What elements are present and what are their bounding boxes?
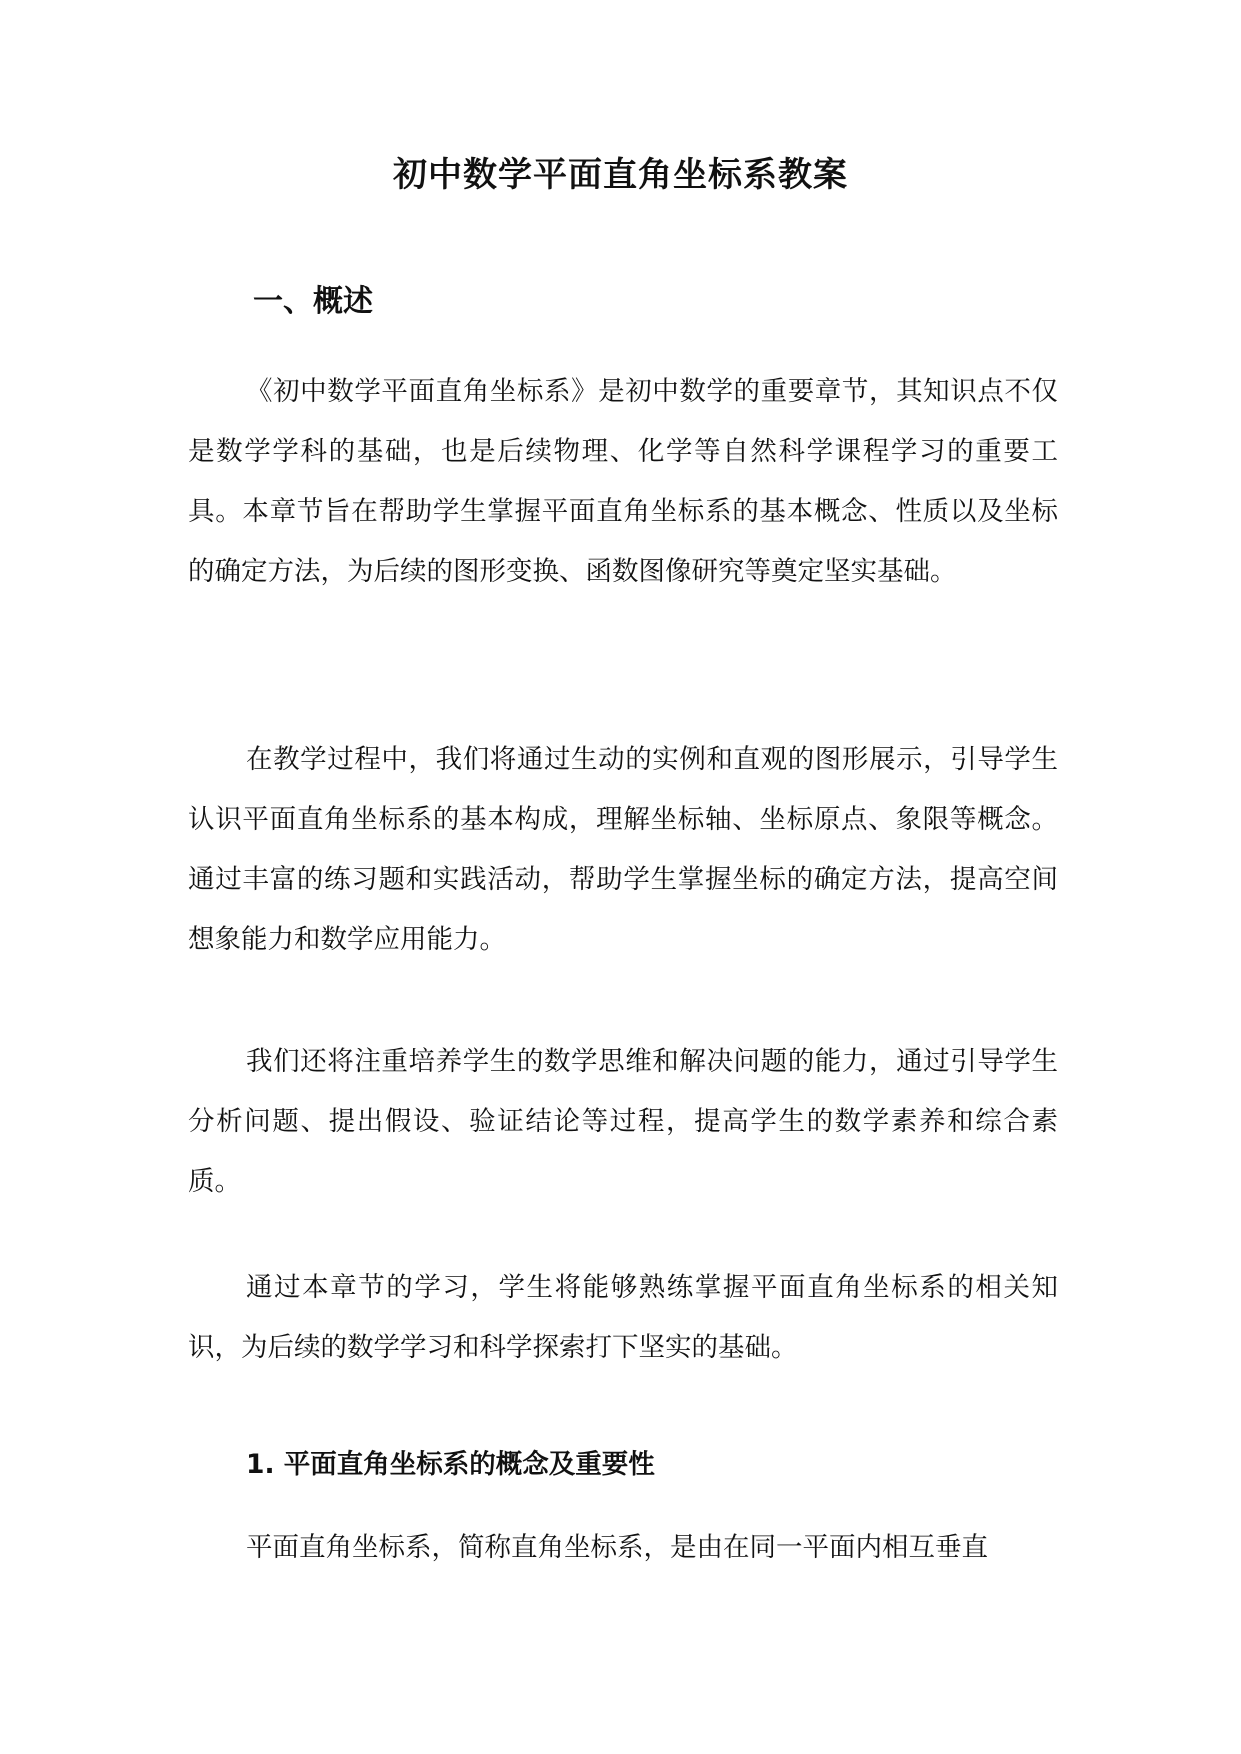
body-block — [188, 730, 1058, 970]
paragraph: 在教学过程中，我们将通过生动的实例和直观的图形展示，引导学生认识平面直角坐标系的基本构成，理解坐标轴、坐标原点、象限等概念。通过丰富的练习题和实践活动，帮助学生掌握坐标的确定方法，提高空间想象能力和数学应用能力。 — [188, 744, 1058, 955]
body-block — [188, 1258, 1058, 1378]
paragraph: 我们还将注重培养学生的数学思维和解决问题的能力，通过引导学生分析问题、提出假设、验证结论等过程，提高学生的数学素养和综合素质。 — [188, 1046, 1058, 1197]
body-block — [188, 1032, 1058, 1212]
body-block — [188, 362, 1058, 602]
paragraph: 平面直角坐标系，简称直角坐标系，是由在同一平面内相互垂直 — [246, 1532, 988, 1563]
section-heading-overview: 一、概述 — [253, 284, 373, 319]
document-title: 初中数学平面直角坐标系教案 — [393, 155, 848, 195]
body-block — [188, 1518, 1058, 1578]
subsection-heading: 1. 平面直角坐标系的概念及重要性 — [246, 1449, 655, 1480]
paragraph: 《初中数学平面直角坐标系》是初中数学的重要章节，其知识点不仅是数学学科的基础，也是后续物理、化学等自然科学课程学习的重要工具。本章节旨在帮助学生掌握平面直角坐标系的基本概念、性质以及坐标的确定方法，为后续的图形变换、函数图像研究等奠定坚实基础。 — [188, 376, 1058, 587]
paragraph: 通过本章节的学习，学生将能够熟练掌握平面直角坐标系的相关知识，为后续的数学学习和科学探索打下坚实的基础。 — [188, 1272, 1058, 1363]
